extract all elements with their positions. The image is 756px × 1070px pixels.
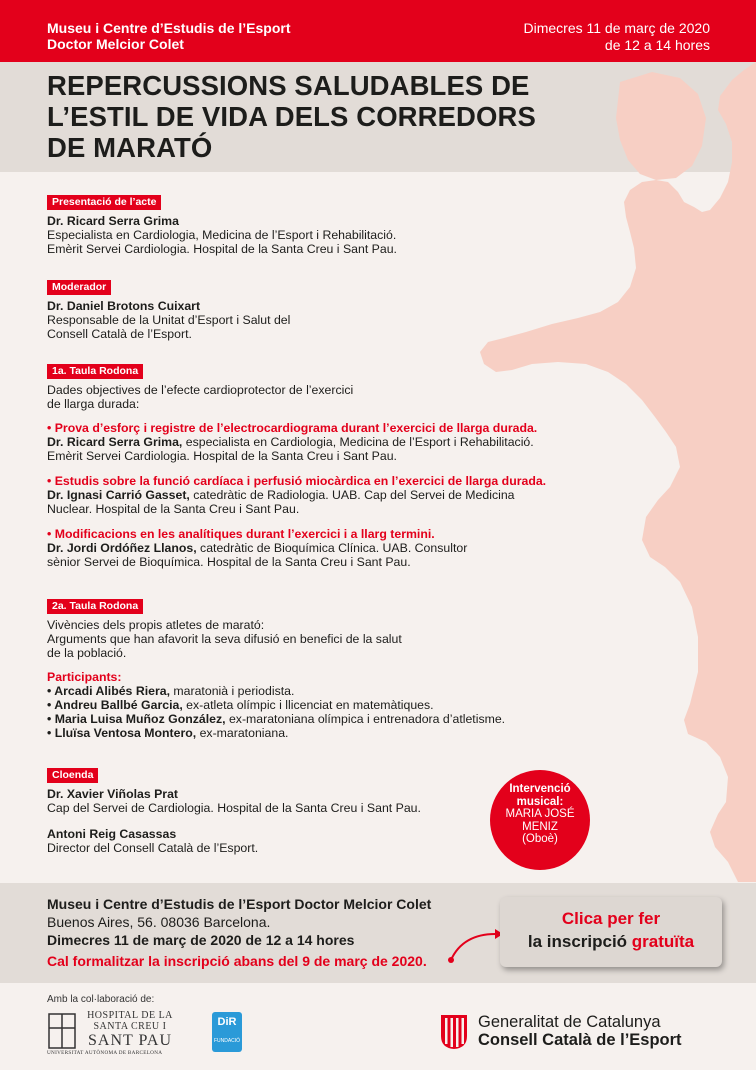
participants-label: Participants: (47, 670, 122, 684)
speaker-name: Antoni Reig Casassas (47, 827, 177, 841)
speaker-name: Dr. Ricard Serra Grima, (47, 435, 183, 449)
participant-item (47, 698, 505, 712)
dir-logo (212, 1012, 242, 1052)
generalitat-logo (440, 1012, 720, 1052)
speaker-desc: catedràtic de Radiologia. UAB. Cap del Servei de Medicina (189, 488, 515, 502)
section-tag: 1a. Taula Rodona (47, 364, 143, 379)
participant-desc: ex-maratoniana. (196, 726, 289, 740)
speaker-name: Dr. Jordi Ordóñez Llanos, (47, 541, 197, 555)
register-button-text: la inscripció (527, 932, 632, 951)
speaker-desc: Emèrit Servei Cardiologia. Hospital de la Santa Creu i Sant Pau. (47, 449, 397, 463)
venue-address: Buenos Aires, 56. 08036 Barcelona. (47, 914, 271, 930)
venue-name: Museu i Centre d’Estudis de l’Esport Doctor Melcior Colet (47, 896, 432, 912)
participant-item (47, 712, 505, 726)
topic-title: • Modificacions en les analítiques durant l’exercici i a llarg termini. (47, 527, 435, 541)
speaker-desc: Responsable de la Unitat d’Esport i Salut del (47, 313, 291, 327)
participant-desc: ex-maratoniana olímpica i entrenadora d’atletisme. (225, 712, 506, 726)
speaker-desc: catedràtic de Bioquímica Clínica. UAB. Consultor (196, 541, 468, 555)
music-line: MARIA JOSÉ (505, 808, 575, 820)
event-date (524, 20, 711, 54)
speaker-name: Dr. Xavier Viñolas Prat (47, 787, 179, 801)
participant-desc: maratonià i periodista. (170, 684, 295, 698)
register-button-line2 (500, 930, 722, 953)
section-intro: de llarga durada: (47, 397, 140, 411)
participant-name: • Arcadi Alibés Riera, (47, 684, 170, 698)
speaker-line (47, 435, 546, 449)
section-intro: Dades objectives de l’efecte cardioprotector de l’exercici (47, 383, 354, 397)
hospital-line2: SANTA CREU I (93, 1021, 167, 1032)
consell-name: Consell Català de l’Esport (478, 1031, 682, 1049)
event-title (47, 70, 627, 163)
participant-item (47, 726, 505, 740)
hospital-logo (47, 1010, 179, 1058)
section-cloenda (47, 767, 421, 855)
speaker-name: Dr. Ricard Serra Grima (47, 214, 179, 228)
section-intro: Arguments que han afavorit la seva difusió en benefici de la salut (47, 632, 402, 646)
senyera-icon (440, 1014, 468, 1050)
register-free-label: gratuïta (631, 932, 695, 951)
speaker-desc: sènior Servei de Bioquímica. Hospital de la Santa Creu i Sant Pau. (47, 555, 411, 569)
venue-when: Dimecres 11 de març de 2020 de 12 a 14 hores (47, 932, 355, 948)
section-moderador (47, 279, 290, 341)
speaker-desc: Director del Consell Català de l’Esport. (47, 841, 259, 855)
music-badge (490, 770, 590, 870)
participant-item (47, 684, 505, 698)
section-tag: Cloenda (47, 768, 98, 783)
dir-sub: FUNDACIÓ (213, 1038, 241, 1044)
dir-name: DiR (217, 1016, 237, 1028)
event-title-line3: DE MARATÓ (47, 132, 213, 163)
venue-info (47, 895, 431, 970)
section-taula1 (47, 363, 546, 569)
speaker-desc: Consell Català de l’Esport. (47, 327, 192, 341)
section-taula2 (47, 598, 505, 740)
section-tag: 2a. Taula Rodona (47, 599, 143, 614)
speaker-desc: especialista en Cardiologia, Medicina de l’Esport i Rehabilitació. (182, 435, 534, 449)
speaker-desc: Nuclear. Hospital de la Santa Creu i Sant Pau. (47, 502, 300, 516)
event-title-line2: L’ESTIL DE VIDA DELS CORREDORS (47, 101, 536, 132)
speaker-line (47, 541, 546, 555)
speaker-name: Dr. Ignasi Carrió Gasset, (47, 488, 190, 502)
event-date-line1: Dimecres 11 de març de 2020 (523, 20, 710, 36)
event-title-line1: REPERCUSSIONS SALUDABLES DE (47, 70, 530, 101)
speaker-desc: Emèrit Servei Cardiologia. Hospital de la Santa Creu i Sant Pau. (47, 242, 397, 256)
organizer (47, 20, 290, 52)
register-button-line1: Clica per fer (561, 909, 661, 928)
participant-name: • Maria Luisa Muñoz González, (47, 712, 226, 726)
hospital-university: UNIVERSITAT AUTÒNOMA DE BARCELONA (47, 1050, 163, 1056)
participant-desc: ex-atleta olímpic i llicenciat en matemàtiques. (182, 698, 434, 712)
section-presentacio (47, 194, 397, 256)
speaker-name: Dr. Daniel Brotons Cuixart (47, 299, 201, 313)
music-line: Intervenció (509, 783, 571, 795)
section-tag: Moderador (47, 280, 111, 295)
participant-name: • Andreu Ballbé Garcia, (47, 698, 183, 712)
generalitat-name: Generalitat de Catalunya (478, 1013, 661, 1031)
section-tag: Presentació de l’acte (47, 195, 161, 210)
participant-name: • Lluïsa Ventosa Montero, (47, 726, 197, 740)
hospital-line3: SANT PAU (87, 1032, 173, 1049)
section-intro: de la població. (47, 646, 127, 660)
organizer-line2: Doctor Melcior Colet (47, 36, 184, 52)
collaboration-label: Amb la col·laboració de: (47, 994, 155, 1005)
speaker-desc: Especialista en Cardiologia, Medicina de l’Esport i Rehabilitació. (47, 228, 397, 242)
header-bar (0, 0, 756, 62)
event-time-line: de 12 a 14 hores (604, 37, 710, 53)
speaker-desc: Cap del Servei de Cardiologia. Hospital de la Santa Creu i Sant Pau. (47, 801, 421, 815)
music-line: musical: (516, 795, 564, 808)
topic-title: • Prova d’esforç i registre de l’electrocardiograma durant l’exercici de llarga durada. (47, 421, 538, 435)
hospital-crest-icon (47, 1012, 77, 1052)
organizer-line1: Museu i Centre d’Estudis de l’Esport (47, 20, 291, 36)
section-intro: Vivències dels propis atletes de marató: (47, 618, 265, 632)
registration-deadline: Cal formalitzar la inscripció abans del 9 de març de 2020. (47, 953, 427, 969)
arrow-icon (445, 920, 505, 965)
music-line: MENIZ (522, 820, 558, 833)
music-line: (Oboè) (522, 833, 558, 845)
topic-title: • Estudis sobre la funció cardíaca i perfusió miocàrdica en l’exercici de llarga durada. (47, 474, 547, 488)
register-button[interactable] (500, 897, 722, 967)
hospital-line1: HOSPITAL DE LA (87, 1010, 173, 1021)
speaker-line (47, 488, 546, 502)
